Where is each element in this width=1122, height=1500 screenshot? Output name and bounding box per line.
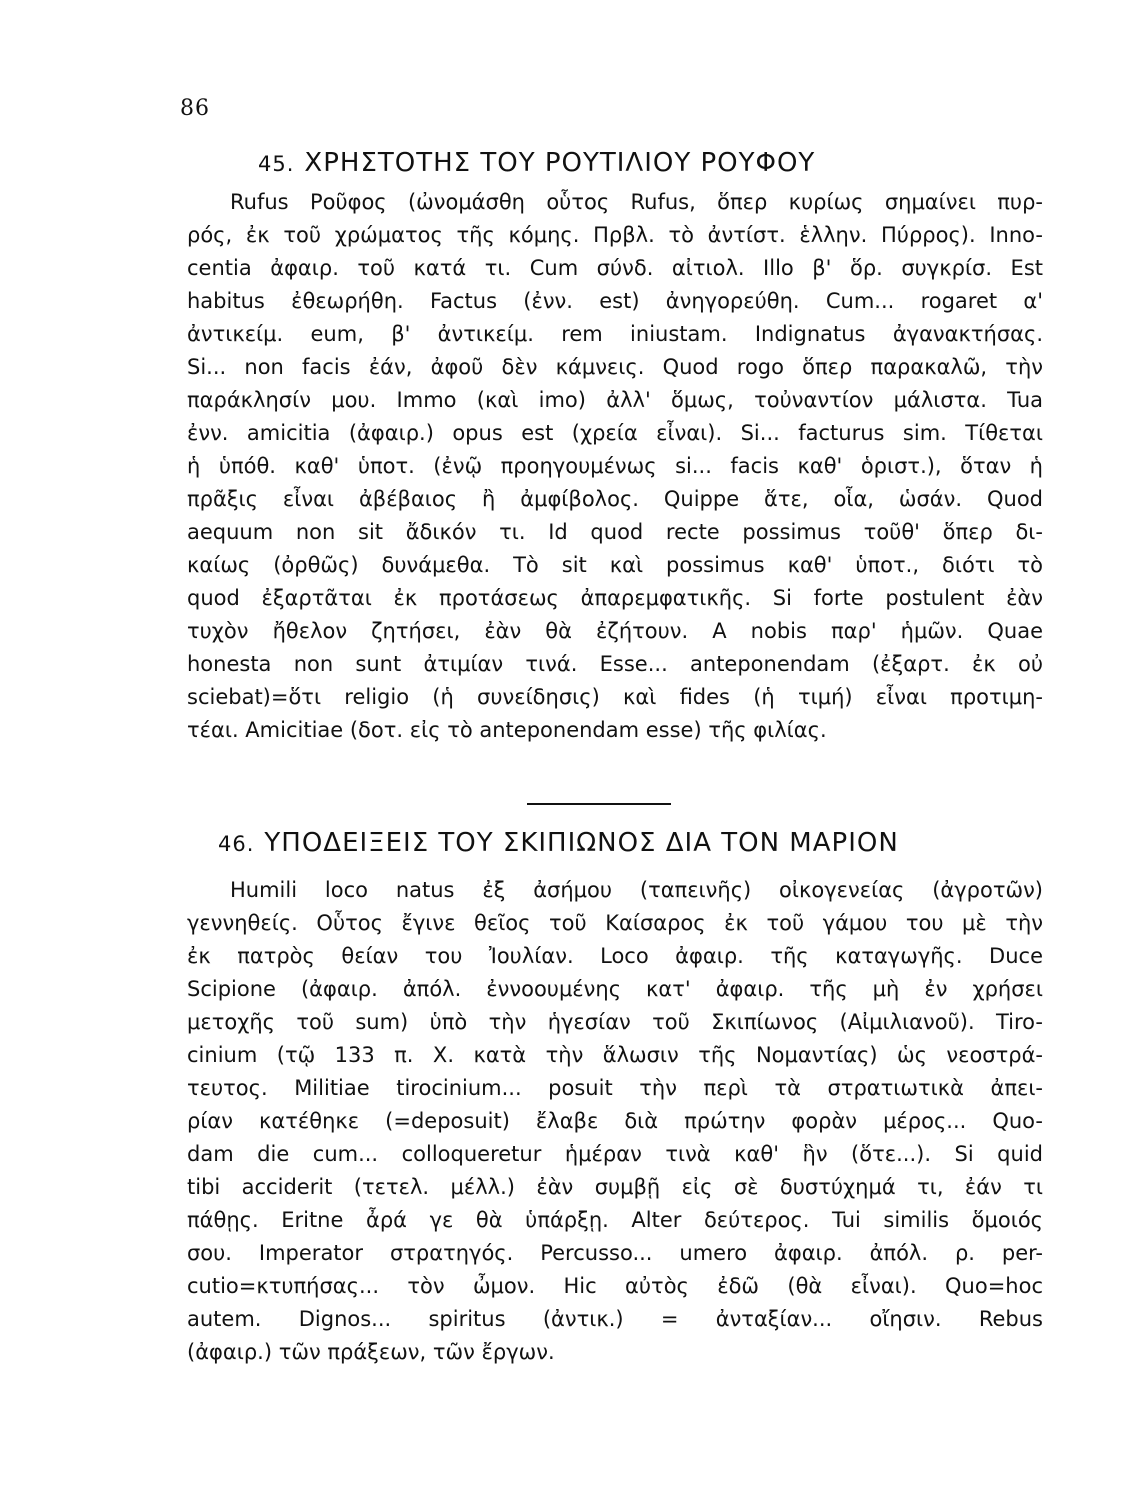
- text-line: ρίαν κατέθηκε (=deposuit) ἔλαβε διὰ πρώτην φορὰν μέρος... Quo-: [187, 1109, 1043, 1133]
- text-line: σου. Imperator στρατηγός. Percusso... umero ἀφαιρ. ἀπόλ. ρ. per-: [187, 1241, 1043, 1265]
- text-line: τευτος. Militiae tirocinium... posuit τὴν περὶ τὰ στρατιωτικὰ ἀπει-: [187, 1076, 1043, 1100]
- text-line: cinium (τῷ 133 π. Χ. κατὰ τὴν ἅλωσιν τῆς Νομαντίας) ὡς νεοστρά-: [187, 1043, 1043, 1067]
- text-line: ρός, ἐκ τοῦ χρώματος τῆς κόμης. Πρβλ. τὸ ἀντίστ. ἑλλην. Πύρρος). Inno-: [187, 223, 1043, 247]
- text-line: καίως (ὀρθῶς) δυνάμεθα. Τὸ sit καὶ possimus καθ' ὑποτ., διότι τὸ: [187, 553, 1043, 577]
- text-line: habitus ἐθεωρήθη. Factus (ἐνν. est) ἀνηγορεύθη. Cum... rogaret α': [187, 289, 1043, 313]
- text-line: ἐνν. amicitia (ἀφαιρ.) opus est (χρεία εἶναι). Si... facturus sim. Τίθεται: [187, 421, 1043, 445]
- section-45-body: [187, 186, 1043, 747]
- text-line: sciebat)=ὅτι religio (ἡ συνείδησις) καὶ fides (ἡ τιμή) εἶναι προτιμη-: [187, 685, 1043, 709]
- text-line: ἀντικείμ. eum, β' ἀντικείμ. rem iniustam. Indignatus ἀγανακτήσας.: [187, 322, 1043, 346]
- text-line: τέαι. Amicitiae (δοτ. εἰς τὸ anteponendam esse) τῆς φιλίας.: [187, 718, 827, 742]
- section-46-heading: [218, 828, 899, 858]
- text-line: Si... non facis ἐάν, ἀφοῦ δὲν κάμνεις. Quod rogo ὅπερ παρακαλῶ, τὴν: [187, 355, 1043, 379]
- text-line: honesta non sunt ἀτιμίαν τινά. Esse... anteponendam (ἐξαρτ. ἐκ οὐ: [187, 652, 1043, 676]
- text-line: ἐκ πατρὸς θείαν του Ἰουλίαν. Loco ἀφαιρ. τῆς καταγωγῆς. Duce: [187, 944, 1043, 968]
- text-line: aequum non sit ἄδικόν τι. Id quod recte possimus τοῦθ' ὅπερ δι-: [187, 520, 1043, 544]
- text-line: πάθῃς. Eritne ἆρά γε θὰ ὑπάρξῃ. Alter δεύτερος. Tui similis ὅμοιός: [187, 1208, 1043, 1232]
- text-line: τυχὸν ἤθελον ζητήσει, ἐὰν θὰ ἐζήτουν. A nobis παρ' ἡμῶν. Quae: [187, 619, 1043, 643]
- text-line: dam die cum... colloqueretur ἡμέραν τινὰ καθ' ἣν (ὅτε...). Si quid: [187, 1142, 1043, 1166]
- text-line: μετοχῆς τοῦ sum) ὑπὸ τὴν ἡγεσίαν τοῦ Σκιπίωνος (Αἰμιλιανοῦ). Tiro-: [187, 1010, 1043, 1034]
- page-number: 86: [180, 96, 210, 121]
- section-divider: [527, 803, 671, 805]
- text-line: παράκλησίν μου. Immo (καὶ imo) ἀλλ' ὅμως, τοὐναντίον μάλιστα. Tua: [187, 388, 1043, 412]
- text-line: γεννηθείς. Οὗτος ἔγινε θεῖος τοῦ Καίσαρος ἐκ τοῦ γάμου του μὲ τὴν: [187, 911, 1043, 935]
- section-45-title: ΧΡΗΣΤΟΤΗΣ ΤΟΥ ΡΟΥΤΙΛΙΟΥ ΡΟΥΦΟΥ: [304, 148, 816, 178]
- text-line: ἡ ὑπόθ. καθ' ὑποτ. (ἐνῷ προηγουμένως si... facis καθ' ὁριστ.), ὅταν ἡ: [187, 454, 1043, 478]
- text-line: centia ἀφαιρ. τοῦ κατά τι. Cum σύνδ. αἰτιολ. Illo β' ὅρ. συγκρίσ. Est: [187, 256, 1043, 280]
- section-46-title: ΥΠΟΔΕΙΞΕΙΣ ΤΟΥ ΣΚΙΠΙΩΝΟΣ ΔΙΑ ΤΟΝ ΜΑΡΙΟΝ: [264, 828, 899, 858]
- text-line: (ἀφαιρ.) τῶν πράξεων, τῶν ἔργων.: [187, 1340, 555, 1364]
- text-line: cutio=κτυπήσας... τὸν ὦμον. Hic αὐτὸς ἐδῶ (θὰ εἶναι). Quo=hoc: [187, 1274, 1043, 1298]
- section-46-number: 46.: [218, 832, 255, 856]
- text-line: πρᾶξις εἶναι ἀβέβαιος ἢ ἀμφίβολος. Quippe ἅτε, οἷα, ὡσάν. Quod: [187, 487, 1043, 511]
- section-45-heading: [258, 148, 815, 178]
- text-line: autem. Dignos... spiritus (ἀντικ.) = ἀνταξίαν... οἴησιν. Rebus: [187, 1307, 1043, 1331]
- section-46-body: [187, 874, 1043, 1369]
- text-line: Rufus Ροῦφος (ὠνομάσθη οὗτος Rufus, ὅπερ κυρίως σημαίνει πυρ-: [230, 190, 1043, 214]
- section-45-number: 45.: [258, 152, 295, 176]
- text-line: tibi acciderit (τετελ. μέλλ.) ἐὰν συμβῇ εἰς σὲ δυστύχημά τι, ἐάν τι: [187, 1175, 1043, 1199]
- text-line: quod ἐξαρτᾶται ἐκ προτάσεως ἀπαρεμφατικῆς. Si forte postulent ἐὰν: [187, 586, 1043, 610]
- text-line: Humili loco natus ἐξ ἀσήμου (ταπεινῆς) οἰκογενείας (ἀγροτῶν): [230, 878, 1043, 902]
- text-line: Scipione (ἀφαιρ. ἀπόλ. ἐννοουμένης κατ' ἀφαιρ. τῆς μὴ ἐν χρήσει: [187, 977, 1043, 1001]
